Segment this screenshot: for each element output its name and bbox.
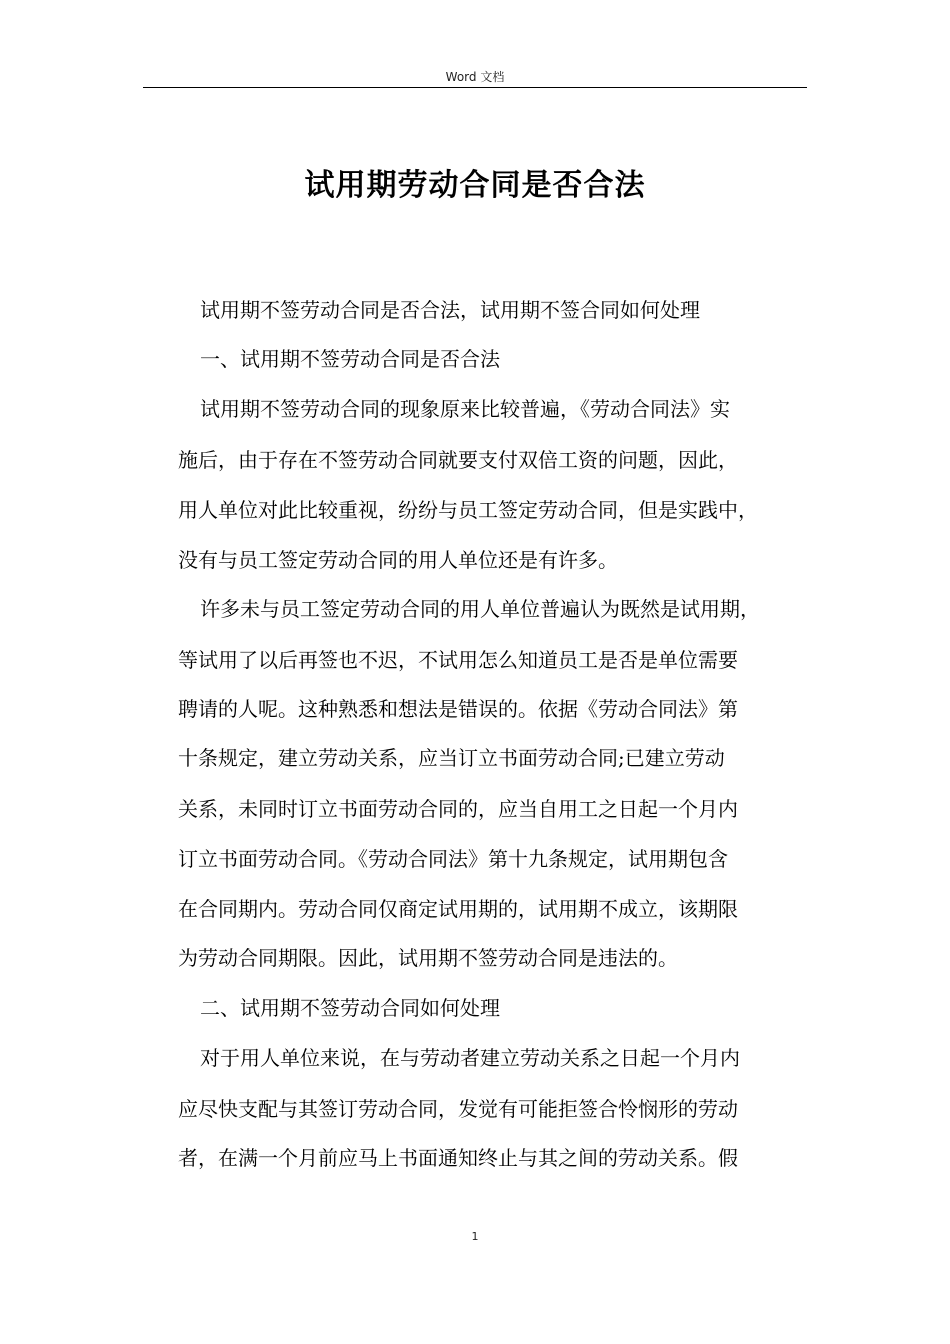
text-line: 许多未与员工签定劳动合同的用人单位普遍认为既然是试用期，: [200, 597, 760, 621]
text-line: 者，在满一个月前应马上书面通知终止与其之间的劳动关系。假: [178, 1146, 738, 1170]
text-line: 试用期不签劳动合同的现象原来比较普遍，《劳动合同法》实: [200, 397, 730, 421]
page-number: 1: [471, 1230, 479, 1243]
section-heading: 二、试用期不签劳动合同如何处理: [200, 996, 500, 1020]
text-line: 对于用人单位来说，在与劳动者建立劳动关系之日起一个月内: [200, 1046, 740, 1070]
text-line: 为劳动合同期限。因此，试用期不签劳动合同是违法的。: [178, 946, 678, 970]
header-label: Word 文档: [445, 70, 505, 84]
text-line: 在合同期内。劳动合同仅商定试用期的，试用期不成立，该期限: [178, 897, 738, 921]
text-line: 用人单位对此比较重视，纷纷与员工签定劳动合同，但是实践中，: [178, 498, 758, 522]
text-line: 订立书面劳动合同。《劳动合同法》第十九条规定，试用期包含: [178, 847, 728, 871]
text-line: 施后，由于存在不签劳动合同就要支付双倍工资的问题，因此，: [178, 448, 738, 472]
text-line: 等试用了以后再签也不迟，不试用怎么知道员工是否是单位需要: [178, 648, 738, 672]
section-heading: 一、试用期不签劳动合同是否合法: [200, 347, 500, 371]
document-title: 试用期劳动合同是否合法: [304, 168, 646, 203]
header-divider: [143, 87, 807, 88]
text-line: 关系，未同时订立书面劳动合同的，应当自用工之日起一个月内: [178, 797, 738, 821]
text-line: 试用期不签劳动合同是否合法，试用期不签合同如何处理: [200, 298, 700, 322]
text-line: 十条规定，建立劳动关系，应当订立书面劳动合同;已建立劳动: [178, 746, 725, 770]
text-line: 应尽快支配与其签订劳动合同，发觉有可能拒签合怜悯形的劳动: [178, 1097, 738, 1121]
text-line: 没有与员工签定劳动合同的用人单位还是有许多。: [178, 548, 618, 572]
text-line: 聘请的人呢。这种熟悉和想法是错误的。依据《劳动合同法》第: [178, 697, 738, 721]
